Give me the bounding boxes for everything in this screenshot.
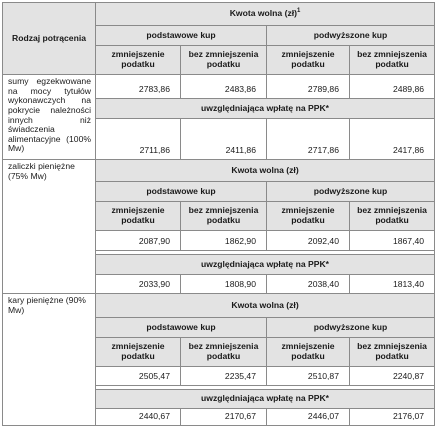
value-cell: 1867,40 xyxy=(350,231,435,251)
header-podwyzszone-kup: podwyższone kup xyxy=(267,318,435,338)
ppk-value-cell: 2717,86 xyxy=(267,119,350,160)
header-zmniejszenie-podatku: zmniejszenie podatku xyxy=(267,46,350,75)
ppk-value-cell: 2411,86 xyxy=(181,119,267,160)
value-cell: 2087,90 xyxy=(96,231,181,251)
deduction-table xyxy=(2,2,435,426)
header-podwyzszone-kup: podwyższone kup xyxy=(267,182,435,202)
header-kwota-wolna-sub: Kwota wolna (zł) xyxy=(96,160,435,182)
header-kwota-wolna xyxy=(96,3,435,26)
ppk-value-cell: 2176,07 xyxy=(350,409,435,426)
ppk-value-cell: 2038,40 xyxy=(267,275,350,294)
header-kwota-wolna-text: Kwota wolna (zł) xyxy=(229,8,298,19)
row-label-sumy-egzekwowane: sumy egzekwowane na mocy tytułów wykonawczych na pokrycie należności innych niż świadczenia alimentacyjne (100% Mw) xyxy=(3,75,96,160)
header-bez-zmniejszenia-podatku: bez zmniejszenia podatku xyxy=(350,202,435,231)
header-bez-zmniejszenia-podatku: bez zmniejszenia podatku xyxy=(181,46,267,75)
header-ppk: uwzględniająca wpłatę na PPK* xyxy=(96,255,435,275)
value-cell: 2783,86 xyxy=(96,75,181,99)
value-cell: 2483,86 xyxy=(181,75,267,99)
value-cell: 2489,86 xyxy=(350,75,435,99)
header-bez-zmniejszenia-podatku: bez zmniejszenia podatku xyxy=(350,46,435,75)
value-cell: 2510,87 xyxy=(267,367,350,386)
header-rodzaj-potracenia: Rodzaj potrącenia xyxy=(3,3,96,75)
row-label-kary-pieniezne: kary pieniężne (90% Mw) xyxy=(3,294,96,426)
header-zmniejszenie-podatku: zmniejszenie podatku xyxy=(96,338,181,367)
value-cell: 2092,40 xyxy=(267,231,350,251)
header-bez-zmniejszenia-podatku: bez zmniejszenia podatku xyxy=(181,338,267,367)
value-cell: 2240,87 xyxy=(350,367,435,386)
header-bez-zmniejszenia-podatku: bez zmniejszenia podatku xyxy=(350,338,435,367)
value-cell: 1862,90 xyxy=(181,231,267,251)
header-zmniejszenie-podatku: zmniejszenie podatku xyxy=(267,202,350,231)
header-ppk: uwzględniająca wpłatę na PPK* xyxy=(96,99,435,119)
deduction-table-container xyxy=(2,2,434,427)
value-cell: 2505,47 xyxy=(96,367,181,386)
footnote-marker: 1 xyxy=(297,8,301,15)
header-kwota-wolna-sub: Kwota wolna (zł) xyxy=(96,294,435,318)
ppk-value-cell: 2170,67 xyxy=(181,409,267,426)
ppk-value-cell: 1813,40 xyxy=(350,275,435,294)
ppk-value-cell: 2446,07 xyxy=(267,409,350,426)
header-podstawowe-kup: podstawowe kup xyxy=(96,318,267,338)
ppk-value-cell: 2033,90 xyxy=(96,275,181,294)
header-zmniejszenie-podatku: zmniejszenie podatku xyxy=(96,46,181,75)
ppk-value-cell: 2417,86 xyxy=(350,119,435,160)
value-cell: 2789,86 xyxy=(267,75,350,99)
header-zmniejszenie-podatku: zmniejszenie podatku xyxy=(267,338,350,367)
value-cell: 2235,47 xyxy=(181,367,267,386)
header-podstawowe-kup: podstawowe kup xyxy=(96,182,267,202)
row-label-zaliczki-pieniezne: zaliczki pieniężne (75% Mw) xyxy=(3,160,96,294)
ppk-value-cell: 1808,90 xyxy=(181,275,267,294)
header-ppk: uwzględniająca wpłatę na PPK* xyxy=(96,390,435,409)
ppk-value-cell: 2440,67 xyxy=(96,409,181,426)
header-bez-zmniejszenia-podatku: bez zmniejszenia podatku xyxy=(181,202,267,231)
header-podstawowe-kup: podstawowe kup xyxy=(96,26,267,46)
header-podwyzszone-kup: podwyższone kup xyxy=(267,26,435,46)
ppk-value-cell: 2711,86 xyxy=(96,119,181,160)
header-zmniejszenie-podatku: zmniejszenie podatku xyxy=(96,202,181,231)
